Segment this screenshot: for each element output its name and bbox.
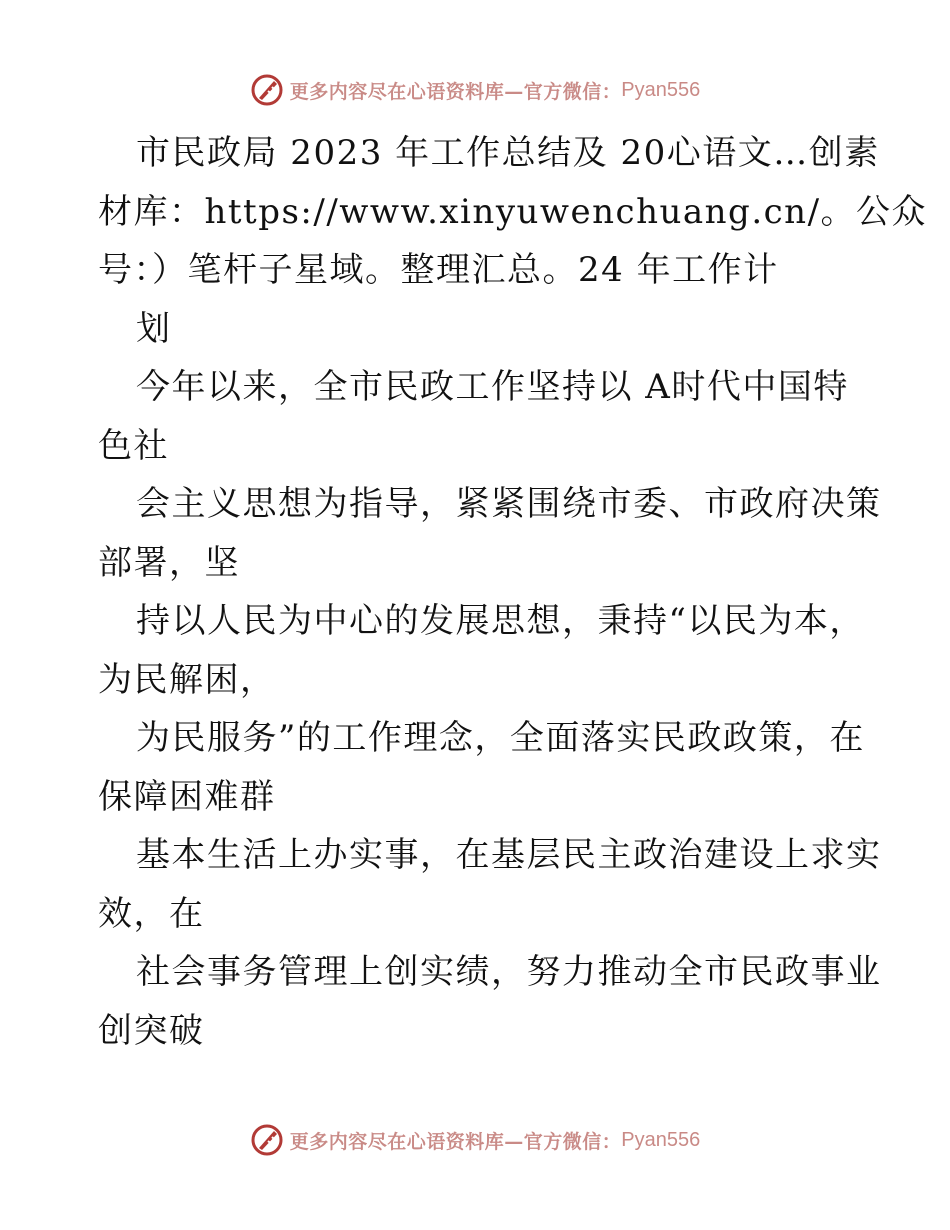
text-line: 持以人民为中心的发展思想，秉持“以民为本，	[136, 601, 865, 641]
watermark-banner-top	[0, 70, 950, 110]
text-line: 材库：https://www.xinyuwenchuang.cn/。公众	[98, 191, 928, 232]
text-line: 市民政局 2023 年工作总结及 20心语文…创素	[136, 133, 880, 173]
text-line: 会主义思想为指导，紧紧围绕市委、市政府决策	[136, 484, 882, 524]
text-line: 色社	[98, 425, 169, 466]
text-line: 基本生活上办实事，在基层民主政治建设上求实	[136, 835, 882, 875]
document-body	[98, 124, 928, 1060]
feather-pen-seal-icon	[250, 1123, 284, 1157]
text-line: 号：）笔杆子星域。整理汇总。24 年工作计	[98, 250, 779, 290]
text-line: 创突破	[98, 1010, 205, 1051]
text-line: 部署，坚	[98, 542, 240, 583]
text-line: 效，在	[98, 893, 205, 934]
text-line: 社会事务管理上创实绩，努力推动全市民政事业	[136, 952, 882, 992]
watermark-banner-bottom	[0, 1120, 950, 1160]
text-line: 为民服务”的工作理念，全面落实民政政策，在	[136, 718, 865, 758]
text-line: 今年以来，全市民政工作坚持以 A时代中国特	[136, 367, 849, 407]
watermark-handle: Pyan556	[621, 78, 701, 101]
text-line: 划	[136, 308, 172, 349]
watermark-handle: Pyan556	[621, 1128, 701, 1151]
text-line: 保障困难群	[98, 776, 276, 817]
text-line: 为民解困，	[98, 659, 276, 700]
feather-pen-seal-icon	[250, 73, 284, 107]
watermark-text: 更多内容尽在心语资料库—官方微信：	[289, 1130, 622, 1153]
watermark-text: 更多内容尽在心语资料库—官方微信：	[289, 80, 622, 103]
